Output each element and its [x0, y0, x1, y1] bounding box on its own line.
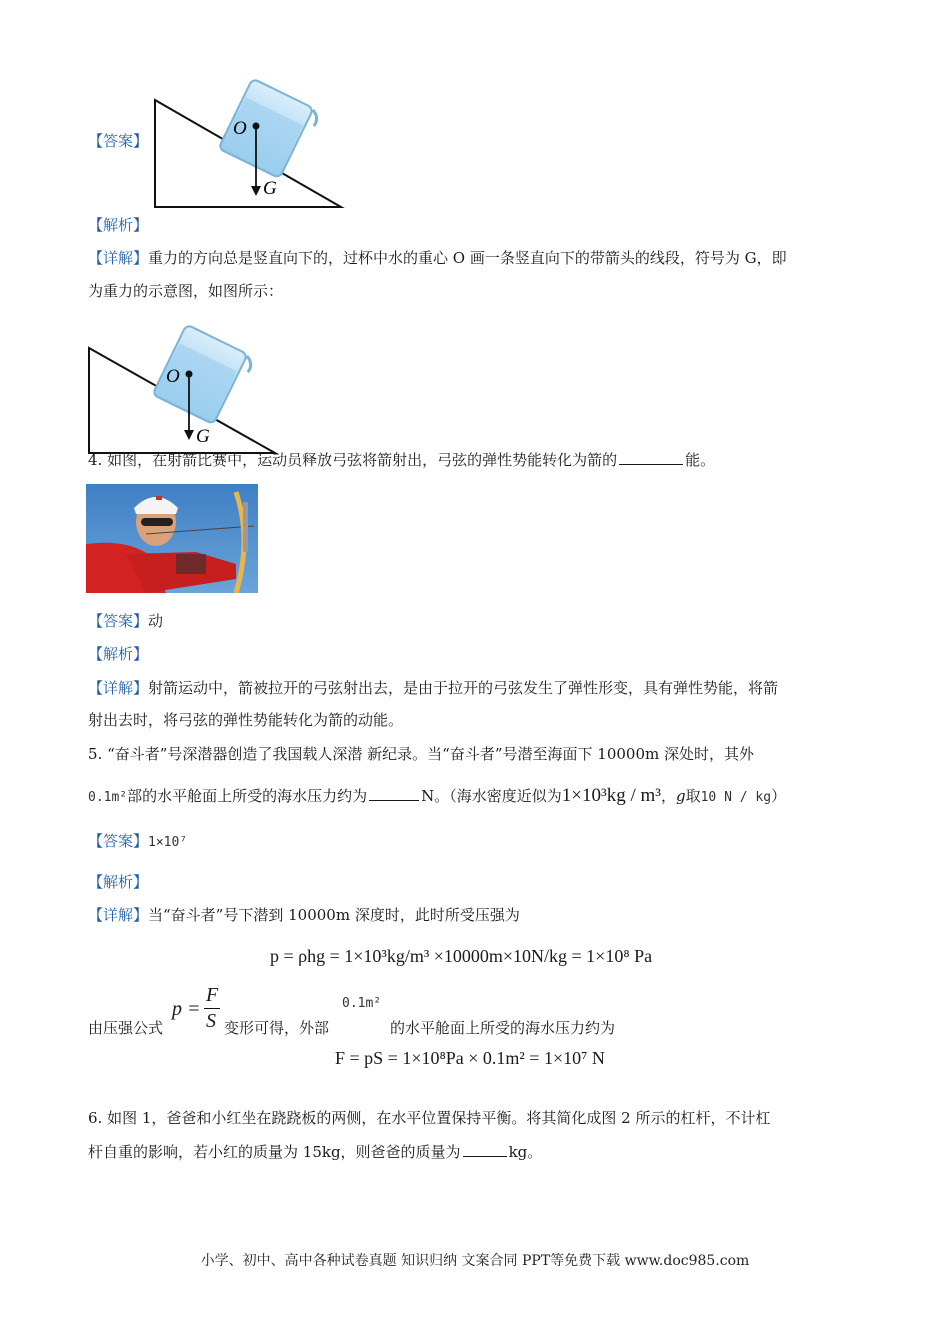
q6-question-line2: 杆自重的影响，若小红的质量为 15kg，则爸爸的质量为 kg。 — [88, 1143, 543, 1161]
label-o: O — [233, 118, 247, 139]
q3-detail-line2: 为重力的示意图，如图所示： — [88, 282, 284, 300]
q5-detail-line2-b: 变形可得，外部 — [224, 1019, 330, 1037]
q4-analysis-tag: 【解析】 — [88, 645, 149, 663]
pressure-formula: p = ρhg = 1×10³kg/m³ ×10000m×10N/kg = 1×10⁸ Pa — [270, 946, 653, 966]
area-value-2: 0.1m² — [342, 996, 382, 1011]
density-value: 1×10³kg / m³ — [561, 785, 661, 806]
q5-analysis-tag: 【解析】 — [88, 873, 149, 891]
answer-tag: 【答案】 — [88, 132, 149, 150]
label-g: G — [263, 178, 277, 199]
q6-question-line1: 6. 如图 1，爸爸和小红坐在跷跷板的两侧，在水平位置保持平衡。将其简化成图 2 所示的杠杆，不计杠 — [88, 1109, 771, 1127]
force-formula: F = pS = 1×10⁸Pa × 0.1m² = 1×10⁷ N — [335, 1048, 605, 1068]
q5-detail-line2-c: 的水平舱面上所受的海水压力约为 — [390, 1019, 616, 1037]
q3-detail-line1: 【详解】重力的方向总是竖直向下的，过杯中水的重心 O 画一条竖直向下的带箭头的线段，符号为 G，即 — [88, 249, 787, 267]
q5-answer: 【答案】1×10⁷ — [88, 832, 188, 850]
area-value: 0.1m² — [88, 790, 128, 805]
q4-answer: 【答案】动 — [88, 612, 164, 630]
incline-beaker-diagram-2 — [84, 314, 284, 459]
q4-detail-line2: 射出去时，将弓弦的弹性势能转化为箭的动能。 — [88, 711, 404, 729]
g-value: 10 N / kg — [700, 790, 772, 805]
q5-detail-line2-a: 由压强公式 — [88, 1019, 164, 1037]
page-footer: 小学、初中、高中各种试卷真题 知识归纳 文案合同 PPT等免费下载 www.doc985.com — [200, 1253, 750, 1269]
pressure-fraction: p = F S — [172, 984, 219, 1032]
q5-question-line1: 5. “奋斗者”号深潜器创造了我国载人深潜 新纪录。当“奋斗者”号潜至海面下 10000m 深处时，其外 — [88, 745, 755, 763]
incline-beaker-diagram-1 — [150, 68, 350, 213]
q5-question-line2: 0.1m²部的水平舱面上所受的海水压力约为 N。（海水密度近似为1×10³kg / m³，g取10 N / kg） — [88, 785, 787, 806]
q4-detail-line1: 【详解】射箭运动中，箭被拉开的弓弦射出去，是由于拉开的弓弦发生了弹性形变，具有弹性势能，将箭 — [88, 679, 779, 697]
label-g-2: G — [196, 426, 210, 447]
q4-question: 4. 如图，在射箭比赛中，运动员释放弓弦将箭射出，弓弦的弹性势能转化为箭的 能。 — [88, 451, 716, 469]
label-o-2: O — [166, 366, 180, 387]
archery-photo — [86, 484, 258, 593]
q5-detail-line1: 【详解】当“奋斗者”号下潜到 10000m 深度时，此时所受压强为 — [88, 906, 520, 924]
analysis-tag: 【解析】 — [88, 216, 149, 234]
